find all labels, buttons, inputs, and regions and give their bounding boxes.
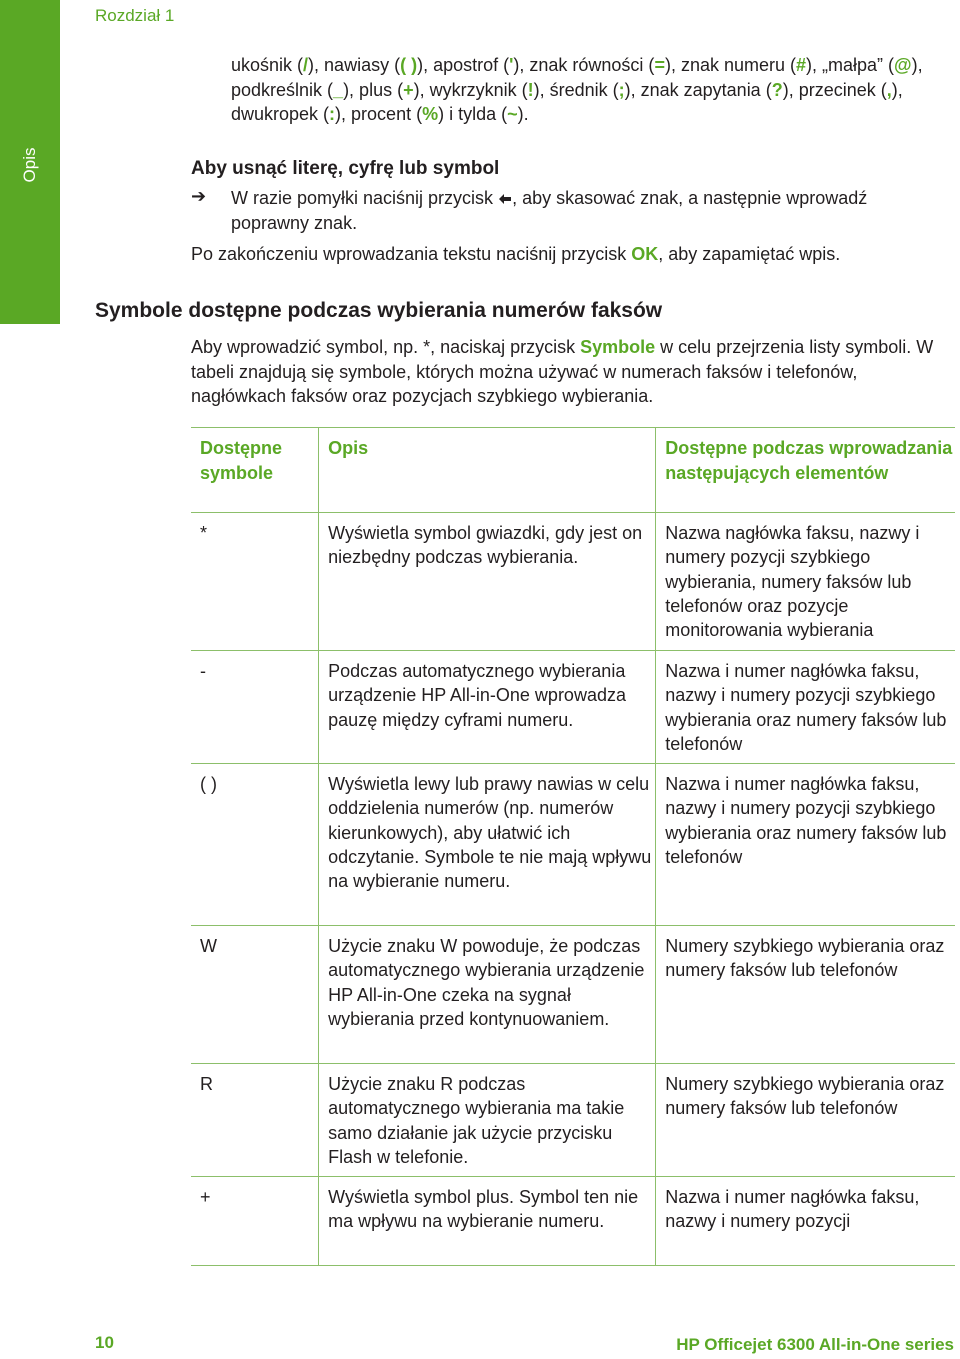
after-entry-text: Po zakończeniu wprowadzania tekstu naciśnij przycisk OK, aby zapamiętać wpis. [191, 244, 841, 264]
cell-available: Nazwa i numer nagłówka faksu, nazwy i numery pozycji szybkiego wybierania oraz numery faksów lub telefonów [656, 651, 955, 764]
side-tab-label: Opis [20, 147, 39, 183]
page-number: 10 [95, 1333, 114, 1352]
header-available: Dostępne podczas wprowadzania następujących elementów [656, 428, 955, 513]
cell-available: Numery szybkiego wybierania oraz numery faksów lub telefonów [656, 1064, 955, 1177]
intro-paragraph: ukośnik (/), nawiasy (( )), apostrof ('), znak równości (=), znak numeru (#), „małpa” (@), podkreślnik (_), plus (+), wykrzyknik (!), średnik (;), znak zapytania (?), przecinek (,), dwukropek (:), procent (%) i tylda (~). [231, 55, 923, 124]
cell-symbol: * [191, 513, 319, 651]
cell-description: Wyświetla lewy lub prawy nawias w celu oddzielenia numerów (np. numerów kierunkowych), aby ułatwić ich odczytanie. Symbole te nie mają wpływu na wybieranie numeru. [319, 764, 656, 926]
cell-symbol: R [191, 1064, 319, 1177]
cell-available: Nazwa i numer nagłówka faksu, nazwy i numery pozycji [656, 1177, 955, 1266]
delete-section-heading: Aby usnąć literę, cyfrę lub symbol [191, 158, 500, 179]
cell-available: Nazwa nagłówka faksu, nazwy i numery pozycji szybkiego wybierania, numery faksów lub telefonów oraz pozycje monitorowania wybierania [656, 513, 955, 651]
fax-symbols-heading: Symbole dostępne podczas wybierania numerów faksów [95, 299, 663, 322]
backspace-arrow-icon [498, 192, 512, 206]
chapter-title: Rozdział 1 [95, 6, 175, 25]
header-symbols: Dostępne symbole [191, 428, 319, 513]
cell-available: Numery szybkiego wybierania oraz numery faksów lub telefonów [656, 926, 955, 1064]
fax-symbols-intro: Aby wprowadzić symbol, np. *, naciskaj przycisk Symbole w celu przejrzenia listy symboli. W tabeli znajdują się symbole, których można używać w numerach faksów i telefonów, nagłówkach faksów oraz pozycjach szybkiego wybierania. [191, 337, 934, 406]
table-header-row [191, 428, 955, 513]
cell-symbol: ( ) [191, 764, 319, 926]
cell-symbol: + [191, 1177, 319, 1266]
table-row [191, 513, 955, 651]
cell-description: Użycie znaku R podczas automatycznego wybierania ma takie samo działanie jak użycie przycisku Flash w telefonie. [319, 1064, 656, 1177]
product-name: HP Officejet 6300 All-in-One series [676, 1335, 954, 1354]
cell-description: Wyświetla symbol gwiazdki, gdy jest on niezbędny podczas wybierania. [319, 513, 656, 651]
cell-symbol: - [191, 651, 319, 764]
cell-description: Wyświetla symbol plus. Symbol ten nie ma wpływu na wybieranie numeru. [319, 1177, 656, 1266]
table-row [191, 1064, 955, 1177]
cell-description: Użycie znaku W powoduje, że podczas automatycznego wybierania urządzenie HP All-in-One czeka na sygnał wybierania przed kontynuowaniem. [319, 926, 656, 1064]
table-row [191, 651, 955, 764]
cell-available: Nazwa i numer nagłówka faksu, nazwy i numery pozycji szybkiego wybierania oraz numery faksów lub telefonów [656, 764, 955, 926]
header-description: Opis [319, 428, 656, 513]
delete-step-text: W razie pomyłki naciśnij przycisk , aby skasować znak, a następnie wprowadź poprawny znak. [231, 188, 868, 233]
symbols-table [191, 427, 955, 1266]
table-row [191, 926, 955, 1064]
step-bullet-arrow: ➔ [191, 186, 207, 206]
table-row [191, 764, 955, 926]
cell-symbol: W [191, 926, 319, 1064]
side-section-tab [0, 110, 60, 220]
table-row [191, 1177, 955, 1266]
cell-description: Podczas automatycznego wybierania urządzenie HP All-in-One wprowadza pauzę między cyframi numeru. [319, 651, 656, 764]
